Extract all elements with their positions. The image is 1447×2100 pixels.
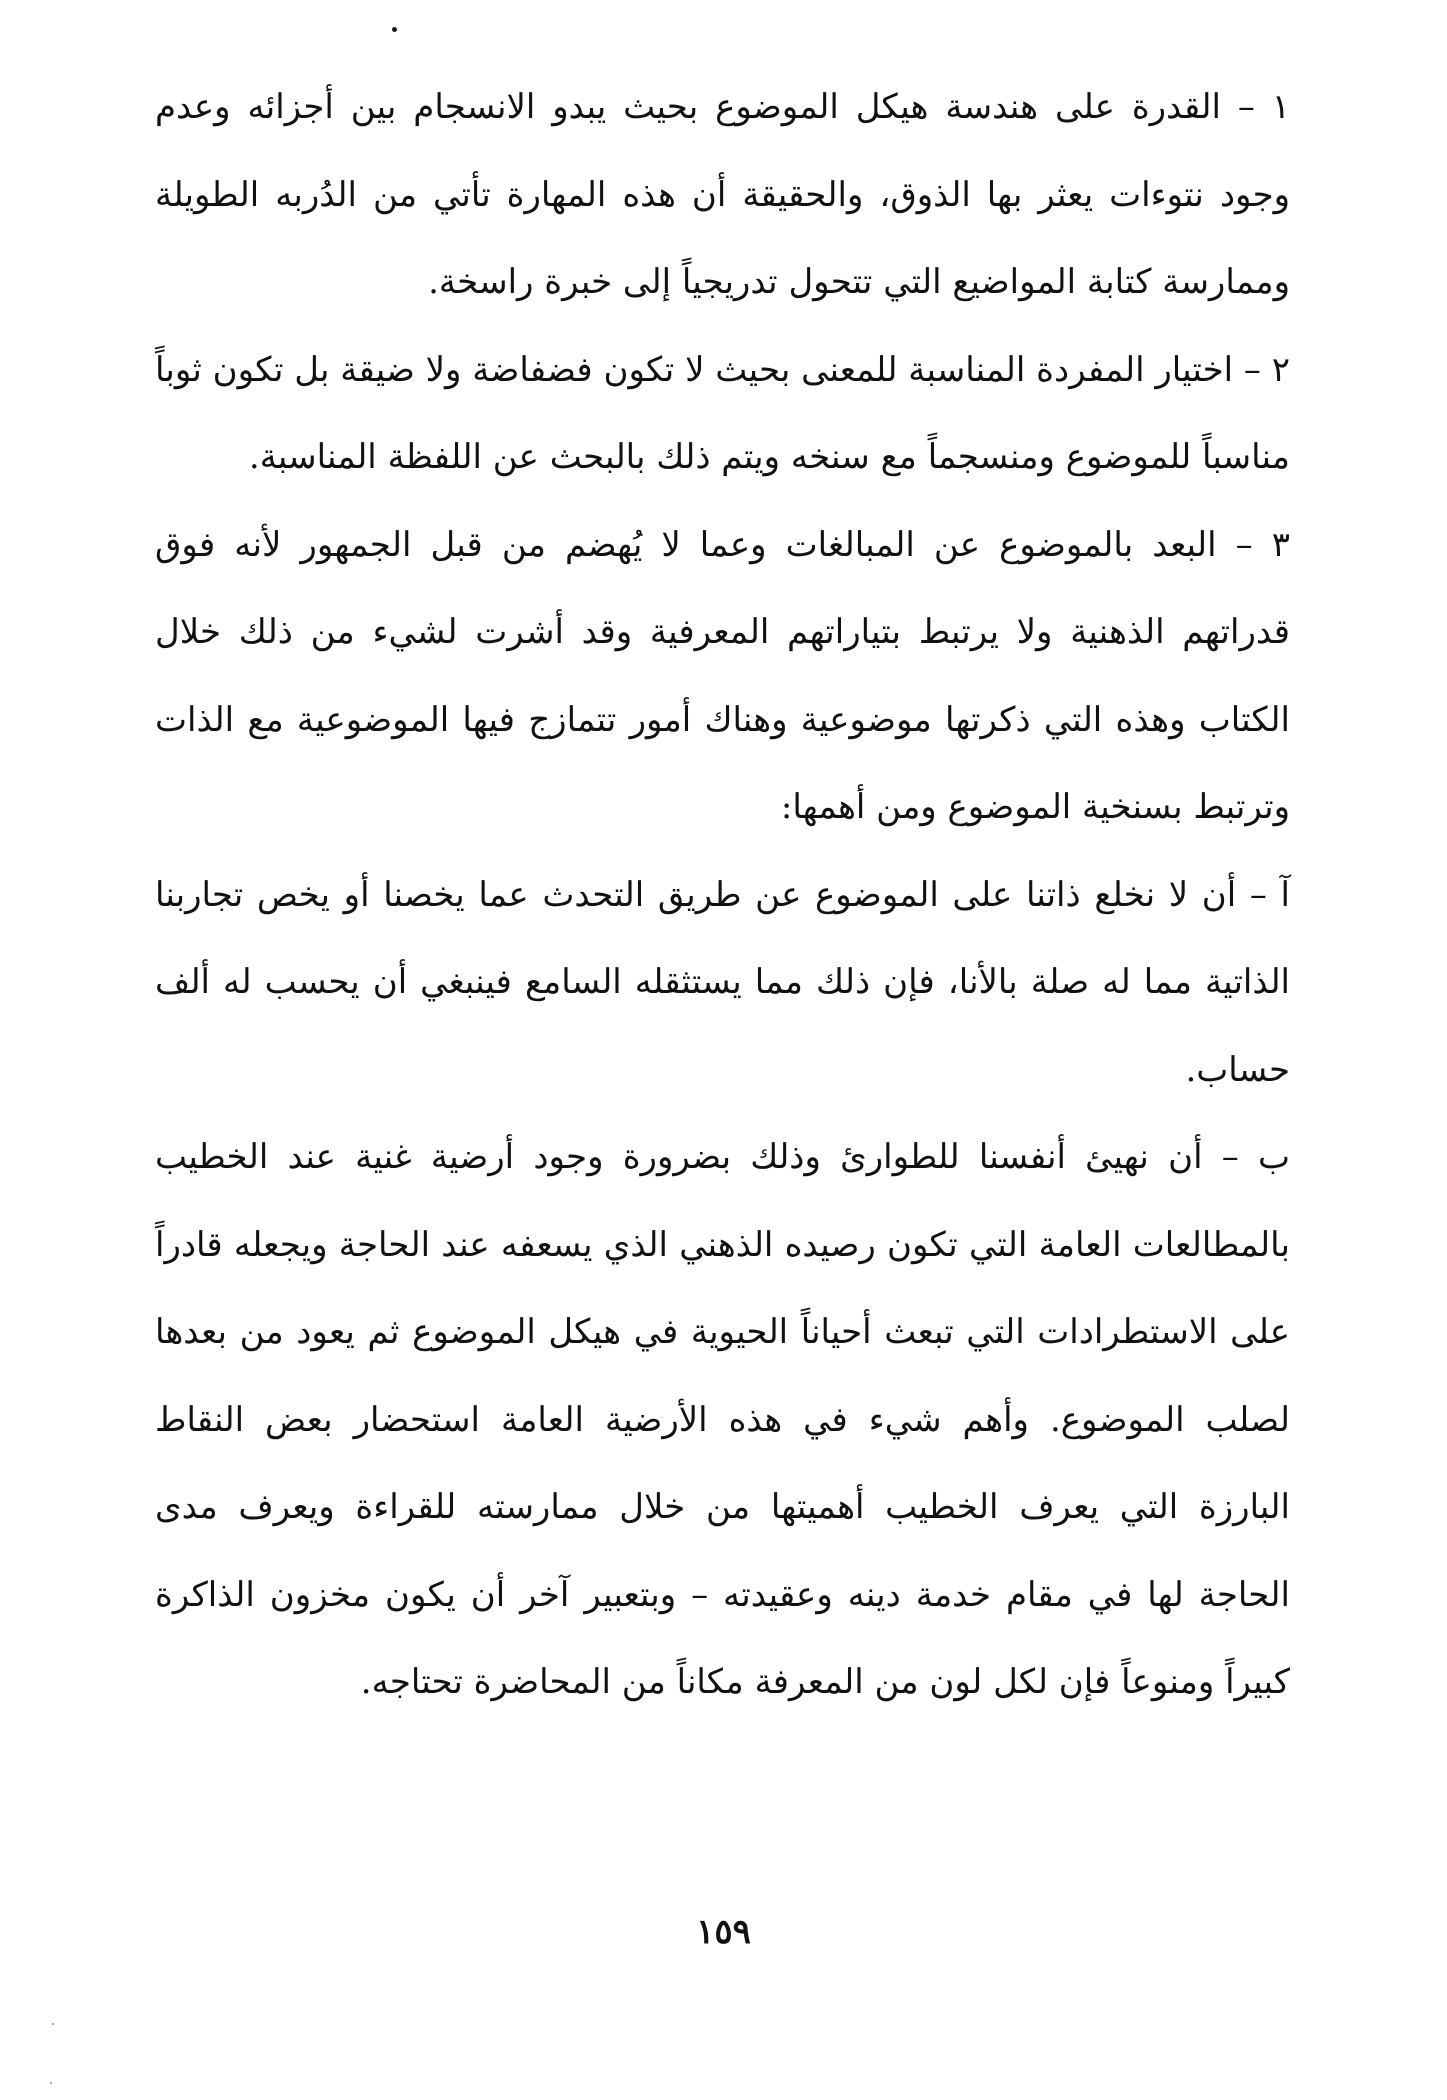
paragraph-point-2: ٢ – اختيار المفردة المناسبة للمعنى بحيث لا تكون فضفاضة ولا ضيقة بل تكون ثوباً مناسباً للموضوع ومنسجماً مع سنخه ويتم ذلك بالبحث عن اللفظة المناسبة. [155, 349, 1290, 477]
body-text [155, 64, 1290, 1727]
page-number: ١٥٩ [696, 1912, 751, 1952]
paragraph-point-b: ب – أن نهيئ أنفسنا للطوارئ وذلك بضرورة وجود أرضية غنية عند الخطيب بالمطالعات العامة التي تكون رصيده الذهني الذي يسعفه عند الحاجة ويجعله قادراً على الاستطرادات التي تبعث أحياناً الحيوية في هيكل الموضوع ثم يعود من بعدها لصلب الموضوع. وأهم شيء في هذه الأرضية العامة استحضار بعض النقاط البارزة التي يعرف الخطيب أهميتها من خلال ممارسته للقراءة ويعرف مدى الحاجة لها في مقام خدمة دينه وعقيدته – وبتعبير آخر أن يكون مخزون الذاكرة كبيراً ومنوعاً فإن لكل لون من المعرفة مكاناً من المحاضرة تحتاجه. [155, 1137, 1290, 1702]
ink-speck [392, 27, 397, 32]
paragraph-point-3: ٣ – البعد بالموضوع عن المبالغات وعما لا يُهضم من قبل الجمهور لأنه فوق قدراتهم الذهنية ولا يرتبط بتياراتهم المعرفية وقد أشرت لشيء من ذلك خلال الكتاب وهذه التي ذكرتها موضوعية وهناك أمور تتمازج فيها الموضوعية مع الذات وترتبط بسنخية الموضوع ومن أهمها: [155, 524, 1290, 827]
paragraph-point-1: ١ – القدرة على هندسة هيكل الموضوع بحيث يبدو الانسجام بين أجزائه وعدم وجود نتوءات يعثر بها الذوق، والحقيقة أن هذه المهارة تأتي من الدُربه الطويلة وممارسة كتابة المواضيع التي تتحول تدريجياً إلى خبرة راسخة. [155, 87, 1290, 302]
scan-speck [50, 2082, 52, 2084]
paragraph-point-a: آ – أن لا نخلع ذاتنا على الموضوع عن طريق التحدث عما يخصنا أو يخص تجاربنا الذاتية مما له صلة بالأنا، فإن ذلك مما يستثقله السامع فينبغي أن يحسب له ألف حساب. [155, 874, 1290, 1090]
scan-speck [52, 2023, 54, 2025]
